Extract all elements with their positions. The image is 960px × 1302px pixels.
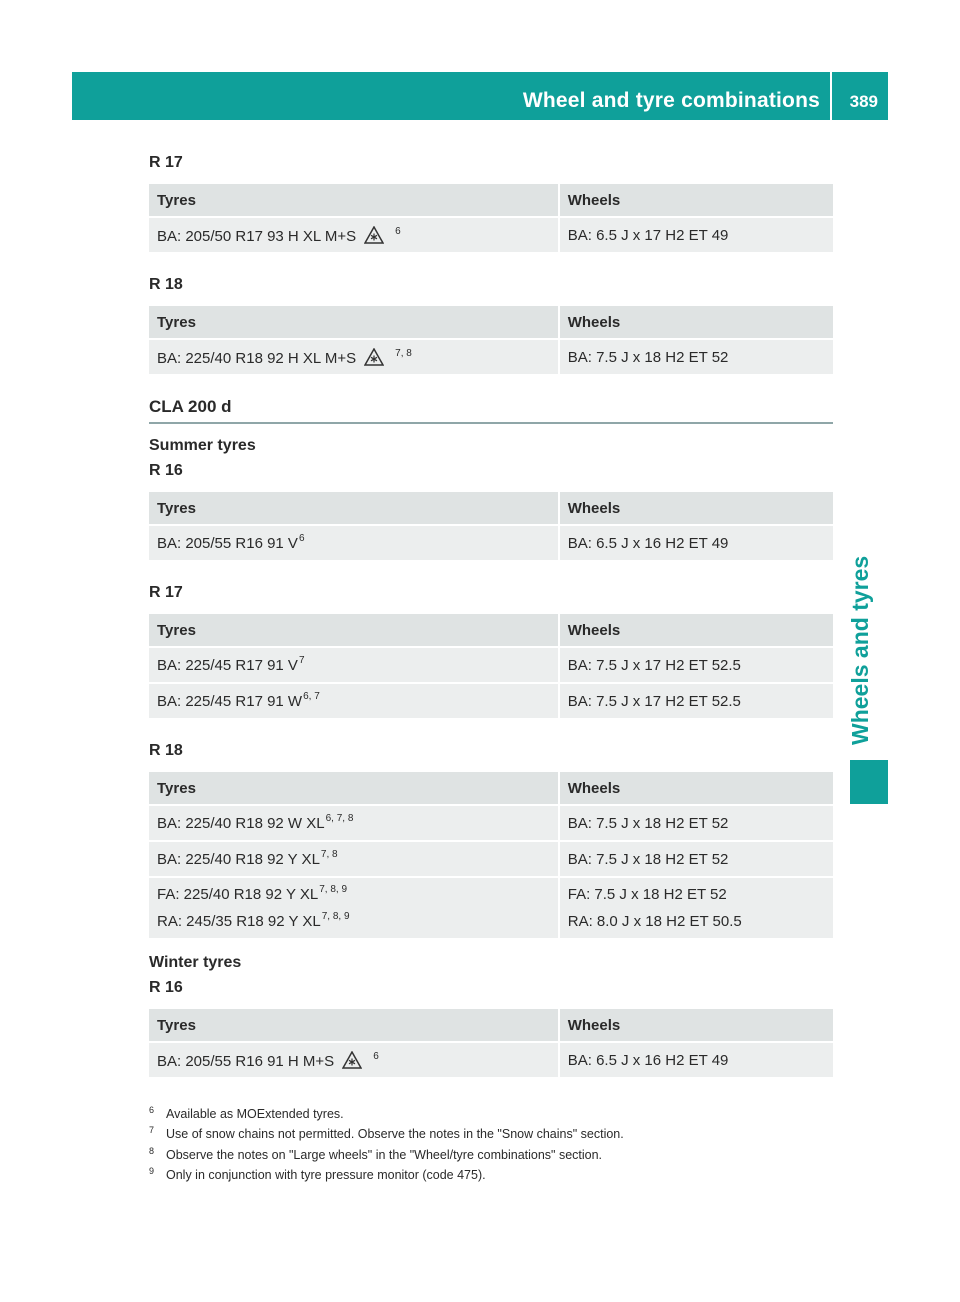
col-header-wheels: Wheels xyxy=(560,772,833,806)
table-row xyxy=(149,218,833,254)
footnote-item xyxy=(149,1145,849,1165)
col-header-tyres: Tyres xyxy=(149,772,560,806)
tyre-cell xyxy=(149,878,560,940)
table-row xyxy=(149,684,833,720)
table-row xyxy=(149,648,833,684)
section-heading: R 18 xyxy=(149,276,183,293)
footnote-ref: 7, 8 xyxy=(320,848,338,860)
tyre-spec: BA: 225/40 R18 92 H XL M+S xyxy=(157,349,357,367)
wheel-cell: BA: 7.5 J x 18 H2 ET 52 xyxy=(560,806,833,842)
section-heading: R 17 xyxy=(149,154,183,171)
col-header-wheels: Wheels xyxy=(560,614,833,648)
table-header-row xyxy=(149,772,833,806)
tyre-cell xyxy=(149,648,560,684)
col-header-wheels: Wheels xyxy=(560,1009,833,1043)
wheel-spec-front: FA: 7.5 J x 18 H2 ET 52 xyxy=(567,886,727,903)
section-heading: R 16 xyxy=(149,979,183,996)
wheel-cell: BA: 7.5 J x 18 H2 ET 52 xyxy=(560,842,833,878)
wheel-cell xyxy=(560,878,833,940)
footnote-ref: 7 xyxy=(298,654,305,666)
side-tab-block xyxy=(850,760,888,804)
wheel-cell: BA: 6.5 J x 17 H2 ET 49 xyxy=(560,218,833,254)
tyre-table xyxy=(149,306,833,376)
tyre-spec-front: FA: 225/40 R18 92 Y XL xyxy=(157,886,319,903)
table-row xyxy=(149,806,833,842)
section-heading: R 17 xyxy=(149,584,183,601)
tyre-spec: BA: 225/40 R18 92 Y XL xyxy=(157,850,320,868)
footnote-item xyxy=(149,1165,849,1185)
table-header-row xyxy=(149,614,833,648)
table-row xyxy=(149,842,833,878)
table-header-row xyxy=(149,492,833,526)
wheel-cell: BA: 7.5 J x 18 H2 ET 52 xyxy=(560,340,833,376)
tyre-spec: BA: 225/45 R17 91 W xyxy=(157,692,303,710)
footnote-ref: 6, 7 xyxy=(303,690,320,702)
wheel-cell: BA: 7.5 J x 17 H2 ET 52.5 xyxy=(560,648,833,684)
col-header-tyres: Tyres xyxy=(149,184,560,218)
footnote-text: Only in conjunction with tyre pressure monitor (code 475). xyxy=(166,1168,486,1183)
table-row xyxy=(149,340,833,376)
wheel-spec-rear: RA: 8.0 J x 18 H2 ET 50.5 xyxy=(567,913,742,930)
tyre-spec: BA: 205/55 R16 91 V xyxy=(157,534,298,552)
col-header-tyres: Tyres xyxy=(149,306,560,340)
tyre-cell xyxy=(149,806,560,842)
snowflake-mountain-icon xyxy=(342,1051,362,1069)
tyre-table xyxy=(149,492,833,562)
page-number: 389 xyxy=(849,92,878,111)
footnote-number: 6 xyxy=(149,1105,155,1115)
table-row xyxy=(149,878,833,940)
table-row xyxy=(149,1043,833,1079)
tyre-spec: BA: 225/45 R17 91 V xyxy=(157,656,298,674)
tyre-cell xyxy=(149,526,560,562)
footnote-number: 8 xyxy=(149,1145,155,1156)
footnote-text: Available as MOExtended tyres. xyxy=(166,1107,344,1121)
table-row xyxy=(149,526,833,562)
section-divider xyxy=(149,422,833,424)
tyre-table xyxy=(149,772,833,940)
table-header-row xyxy=(149,1009,833,1043)
page-title: Wheel and tyre combinations xyxy=(522,89,820,112)
footnote-ref: 6 xyxy=(373,1050,379,1062)
tyre-table xyxy=(149,614,833,720)
col-header-tyres: Tyres xyxy=(149,614,560,648)
header-divider xyxy=(830,72,832,120)
tyre-table xyxy=(149,1009,833,1079)
footnote-text: Observe the notes on "Large wheels" in the "Wheel/tyre combinations" section. xyxy=(166,1147,603,1162)
wheel-cell: BA: 7.5 J x 17 H2 ET 52.5 xyxy=(560,684,833,720)
tyre-season-heading: Summer tyres xyxy=(149,437,256,454)
tyre-spec: BA: 205/50 R17 93 H XL M+S xyxy=(157,227,357,245)
footnote-number: 7 xyxy=(149,1125,155,1136)
col-header-wheels: Wheels xyxy=(560,492,833,526)
section-heading: R 16 xyxy=(149,462,183,479)
col-header-wheels: Wheels xyxy=(560,306,833,340)
model-title: CLA 200 d xyxy=(149,397,232,416)
tyre-cell xyxy=(149,684,560,720)
footnote-item xyxy=(149,1104,849,1124)
table-header-row xyxy=(149,184,833,218)
snowflake-mountain-icon xyxy=(364,226,384,244)
wheel-cell: BA: 6.5 J x 16 H2 ET 49 xyxy=(560,1043,833,1079)
tyre-cell xyxy=(149,218,560,254)
col-header-tyres: Tyres xyxy=(149,492,560,526)
col-header-wheels: Wheels xyxy=(560,184,833,218)
section-heading: R 18 xyxy=(149,742,183,759)
snowflake-mountain-icon xyxy=(364,348,384,366)
footnote-text: Use of snow chains not permitted. Observe the notes in the "Snow chains" section. xyxy=(166,1127,624,1142)
footnote-ref: 7, 8, 9 xyxy=(319,884,348,895)
footnotes xyxy=(149,1104,849,1186)
footnote-ref: 7, 8, 9 xyxy=(321,911,350,922)
footnote-item xyxy=(149,1124,849,1144)
tyre-table xyxy=(149,184,833,254)
footnote-ref: 6 xyxy=(395,225,401,237)
footnote-number: 9 xyxy=(149,1166,155,1177)
table-header-row xyxy=(149,306,833,340)
tyre-cell xyxy=(149,1043,560,1079)
tyre-spec: BA: 225/40 R18 92 W XL xyxy=(157,814,325,832)
footnote-ref: 7, 8 xyxy=(395,347,412,359)
tyre-cell xyxy=(149,842,560,878)
side-tab-label: Wheels and tyres xyxy=(847,555,873,745)
footnote-ref: 6, 7, 8 xyxy=(325,812,354,824)
tyre-spec: BA: 205/55 R16 91 H M+S xyxy=(157,1052,335,1070)
tyre-cell xyxy=(149,340,560,376)
page-header xyxy=(72,72,888,120)
wheel-cell: BA: 6.5 J x 16 H2 ET 49 xyxy=(560,526,833,562)
tyre-spec-rear: RA: 245/35 R18 92 Y XL xyxy=(157,913,321,930)
col-header-tyres: Tyres xyxy=(149,1009,560,1043)
footnote-ref: 6 xyxy=(298,532,305,544)
tyre-season-heading: Winter tyres xyxy=(149,954,242,971)
